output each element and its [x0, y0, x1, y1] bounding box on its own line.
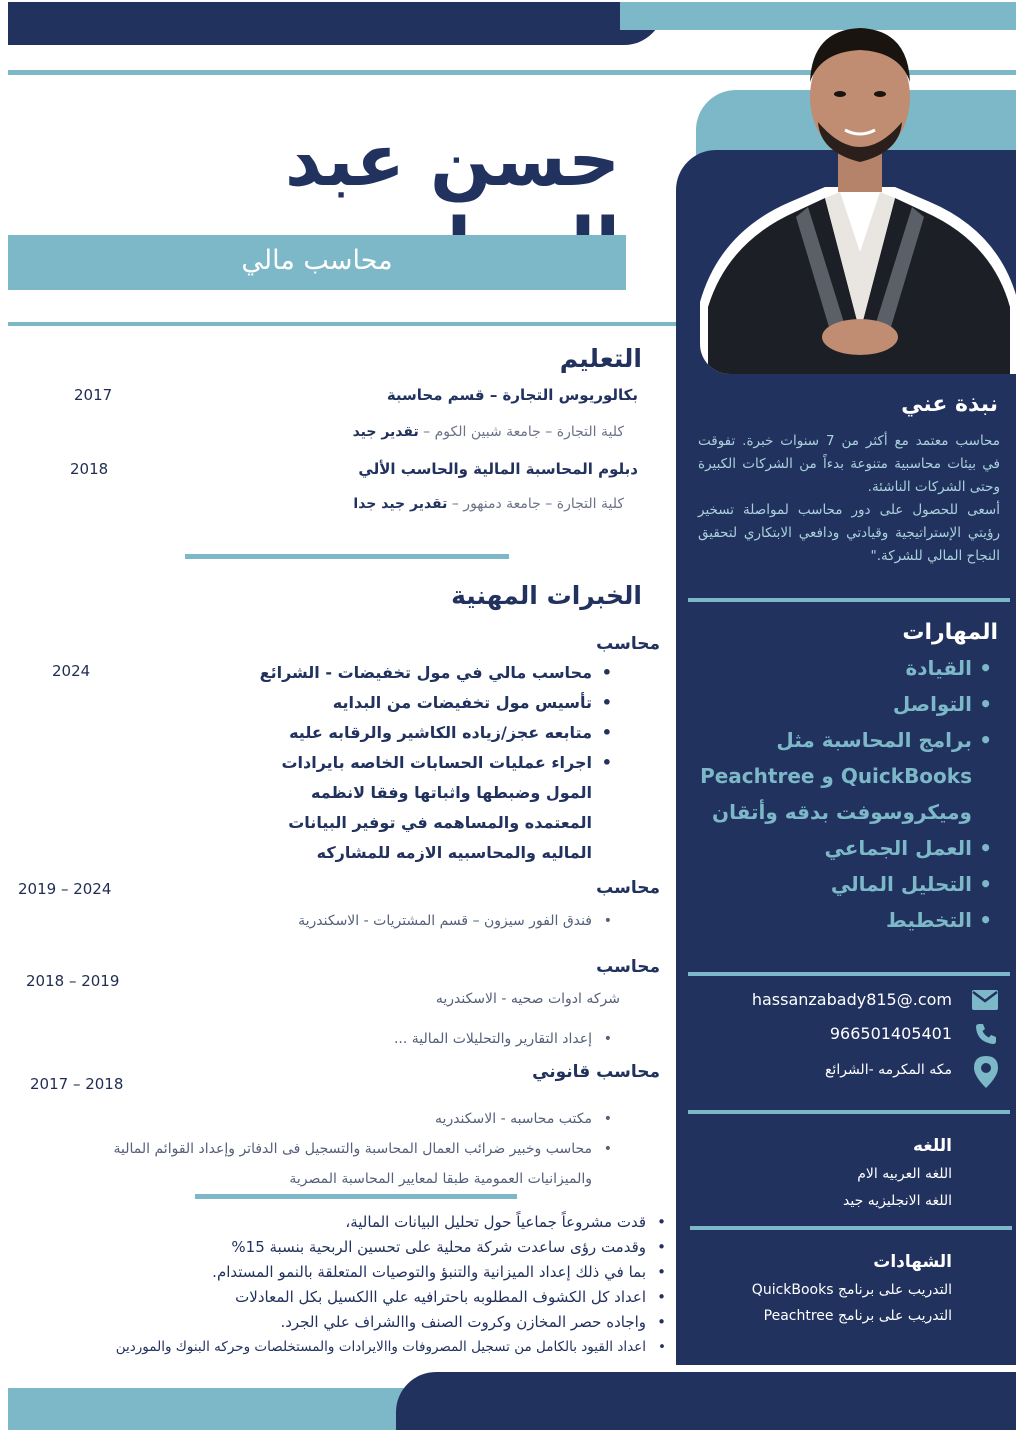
- job-4-title: محاسب قانوني: [532, 1062, 660, 1082]
- skills-list: [700, 650, 996, 938]
- job-3-year: 2018 – 2019: [26, 972, 120, 990]
- certificate-peachtree: التدريب على برنامج Peachtree: [763, 1308, 952, 1324]
- job-1-year: 2024: [52, 662, 91, 680]
- achievement-item: • اعداد القيود بالكامل من تسجيل المصروفات واالايرادات والمستخلصات وحركه البنوك والموردين: [40, 1335, 670, 1360]
- sidebar-divider-2: [688, 972, 1010, 976]
- job-1-bullet: • متابعه عجز/زياده الكاشير والرقابه عليه: [240, 718, 616, 748]
- job-4-bullet: • مكتب محاسبه - الاسكندريه: [110, 1104, 616, 1134]
- about-paragraph-2: أسعى للحصول على دور محاسب لمواصلة تسخير رؤيتي الإستراتيجية وقيادتي ودافعي الابتكاري لتحقيق النجاح المالي للشركة.": [698, 502, 1000, 564]
- achievement-item: • بما في ذلك إعداد الميزانية والتنبؤ والتوصيات المتعلقة بالنمو المستدام.: [40, 1260, 670, 1285]
- job-3-bullet: • إعداد التقارير والتحليلات المالية ...: [150, 1024, 616, 1054]
- education-degree-1: بكالوريوس التجارة – قسم محاسبة: [386, 386, 638, 404]
- contact-phone[interactable]: 966501405401: [829, 1024, 952, 1043]
- education-heading: التعليم: [559, 344, 642, 373]
- person-name: حسن عبد: [284, 118, 620, 202]
- bottom-teal-band: [8, 1388, 428, 1430]
- skill-item: • برامج المحاسبة مثل QuickBooks و Peachtree وميكروسوفت بدقه وأتقان: [700, 722, 996, 830]
- job-1-bullet: • محاسب مالي في مول تخفيضات - الشرائع: [240, 658, 616, 688]
- job-3-bullets: [150, 1024, 616, 1054]
- skills-heading: المهارات: [902, 620, 998, 645]
- skill-item: • التخطيط: [700, 902, 996, 938]
- about-heading: نبذة عني: [901, 392, 998, 417]
- education-year-1: 2017: [74, 386, 113, 404]
- job-1-bullets: [240, 658, 616, 868]
- job-2-title: محاسب: [596, 878, 660, 898]
- job-4-year: 2017 – 2018: [30, 1075, 124, 1093]
- job-2-bullets: [150, 906, 616, 936]
- top-navy-band: [8, 2, 664, 45]
- sidebar-divider-1: [688, 598, 1010, 602]
- education-degree-2: دبلوم المحاسبة المالية والحاسب الألي: [358, 460, 638, 478]
- language-arabic: اللغه العربيه الام: [857, 1166, 952, 1182]
- job-3-title: محاسب: [596, 957, 660, 977]
- sidebar-divider-4: [690, 1226, 1012, 1230]
- skill-item: • التحليل المالي: [700, 866, 996, 902]
- certificate-quickbooks: التدريب على برنامج QuickBooks: [751, 1282, 952, 1298]
- header-divider: [8, 322, 676, 326]
- contact-address: مكه المكرمه -الشرائع: [824, 1062, 952, 1078]
- job-2-bullet: • فندق الفور سيزون – قسم المشتريات - الاسكندرية: [150, 906, 616, 936]
- job-2-year: 2019 – 2024: [18, 880, 112, 898]
- job-3-subtitle: شركه ادوات صحيه - الاسكندريه: [435, 991, 620, 1007]
- skill-item: • العمل الجماعي: [700, 830, 996, 866]
- job-1-title: محاسب: [596, 634, 660, 654]
- achievement-item: • واجاده حصر المخازن وكروت الصنف واالشراف علي الجرد.: [40, 1310, 670, 1335]
- achievement-item: • اعداد كل الكشوف المطلوبه باحترافيه علي االكسيل بكل المعادلات: [40, 1285, 670, 1310]
- achievements-divider: [195, 1194, 517, 1199]
- language-english: اللغه الانجليزيه جيد: [843, 1193, 952, 1209]
- achievement-item: • وقدمت رؤى ساعدت شركة محلية على تحسين الربحية بنسبة 15%: [40, 1235, 670, 1260]
- job-1-bullet: • تأسيس مول تخفيضات من البدايه: [240, 688, 616, 718]
- education-year-2: 2018: [70, 460, 109, 478]
- certificates-heading: الشهادات: [873, 1252, 952, 1272]
- skill-item: • القيادة: [700, 650, 996, 686]
- languages-heading: اللغه: [912, 1136, 952, 1156]
- bottom-navy-band: [396, 1372, 1016, 1430]
- profile-photo: [700, 2, 1018, 374]
- achievements-list: [40, 1210, 670, 1360]
- sidebar-divider-3: [688, 1110, 1010, 1114]
- job-title: محاسب مالي: [241, 245, 393, 276]
- about-text: [698, 430, 1000, 568]
- phone-icon: [974, 1022, 998, 1050]
- education-college-1: كلية التجارة – جامعة شبين الكوم – تقدير جيد: [352, 424, 624, 440]
- job-4-bullets: [110, 1104, 616, 1194]
- education-college-2: كلية التجارة – جامعة دمنهور – تقدير جيد جدا: [353, 496, 624, 512]
- experience-heading: الخبرات المهنية: [451, 581, 642, 610]
- skill-item: • التواصل: [700, 686, 996, 722]
- location-pin-icon: [974, 1056, 998, 1092]
- job-1-bullet: • اجراء عمليات الحسابات الخاصه بايرادات المول وضبطها واثباتها وفقا لانظمه المعتمده والمساهمه في توفير البيانات الماليه والمحاسبيه الازمه للمشاركه: [240, 748, 616, 868]
- achievement-item: • قدت مشروعاً جماعياً حول تحليل البيانات المالية،: [40, 1210, 670, 1235]
- education-divider: [185, 554, 509, 559]
- contact-email[interactable]: hassanzabady815@.com: [751, 990, 952, 1009]
- about-paragraph-1: محاسب معتمد مع أكثر من 7 سنوات خبرة. تفوقت في بيئات محاسبية متنوعة بدءاً من الشركات الكبيرة وحتى الشركات الناشئة.: [698, 433, 1000, 495]
- mail-icon: [972, 990, 998, 1014]
- job-4-bullet: • محاسب وخبير ضرائب العمال المحاسبة والتسجيل فى الدفاتر وإعداد القوائم المالية والميزانيات العمومية طبقا لمعايير المحاسبة المصرية: [110, 1134, 616, 1194]
